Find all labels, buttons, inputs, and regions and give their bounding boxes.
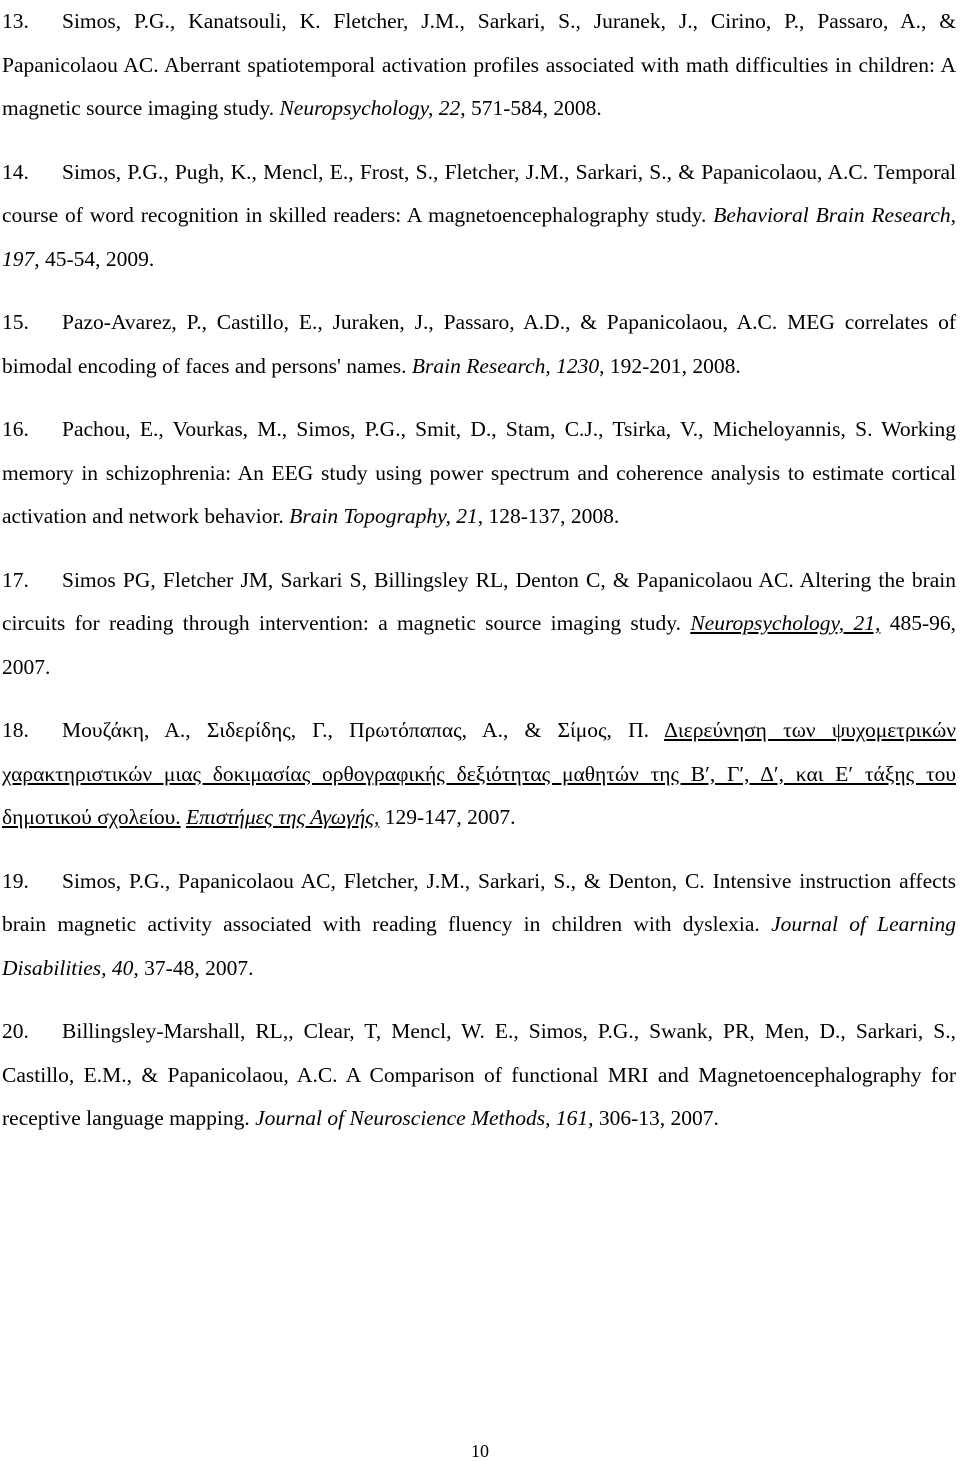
reference-details: 129-147, 2007. bbox=[379, 805, 516, 829]
reference-title: Διερεύνηση των ψυχομετρικών χαρακτηριστικών μιας δοκιμασίας ορθογραφικής δεξιότητας μαθητών της Β′, Γ′, Δ′, και Ε′ τάξης του δημοτικού σχολείου. bbox=[2, 718, 956, 829]
reference-journal: Neuropsychology, 21, bbox=[690, 611, 881, 635]
reference-number: 18. bbox=[2, 718, 29, 742]
reference-item bbox=[2, 709, 956, 840]
reference-number: 17. bbox=[2, 567, 29, 592]
reference-authors: Simos PG, Fletcher JM, Sarkari S, Billingsley RL, Denton C, & Papanicolaou AC. bbox=[62, 567, 794, 592]
reference-journal: Neuropsychology, 22 bbox=[279, 96, 461, 120]
reference-journal: Επιστήμες της Αγωγής, bbox=[186, 805, 380, 829]
page-number: 10 bbox=[471, 1441, 489, 1461]
reference-number: 14. bbox=[2, 159, 29, 184]
reference-number: 15. bbox=[2, 310, 29, 334]
reference-item bbox=[2, 0, 956, 131]
reference-details: 37-48, 2007. bbox=[138, 955, 254, 980]
reference-details: , 128-137, 2008. bbox=[477, 504, 620, 528]
reference-details: 192-201, 2008. bbox=[604, 353, 741, 378]
reference-number: 13. bbox=[2, 9, 29, 33]
reference-item bbox=[2, 860, 956, 991]
reference-details: 485-96, 2007. bbox=[2, 611, 956, 679]
reference-number: 20. bbox=[2, 1019, 29, 1043]
reference-authors: Pazo-Avarez, P., Castillo, E., Juraken, J., Passaro, A.D., & Papanicolaou, A.C. bbox=[62, 310, 778, 334]
reference-title: Working memory in schizophrenia: An EEG study using power spectrum and coherence analysis to estimate cortical activation and network behavior. bbox=[2, 417, 956, 528]
reference-journal: Journal of Learning Disabilities, 40, bbox=[2, 912, 956, 980]
reference-title: Altering the brain circuits for reading through intervention: a magnetic source imaging study. bbox=[2, 567, 956, 635]
reference-item bbox=[2, 1010, 956, 1141]
reference-title: A Comparison of functional MRI and Magnetoencephalography for receptive language mapping. bbox=[2, 1062, 957, 1130]
reference-authors: Simos, P.G., Papanicolaou AC, Fletcher, J.M., Sarkari, S., & Denton, C. bbox=[62, 868, 705, 893]
reference-item bbox=[2, 151, 956, 282]
reference-journal: Behavioral Brain Research, 197, bbox=[2, 203, 956, 271]
reference-details: , 571-584, 2008. bbox=[460, 96, 602, 120]
reference-number: 19. bbox=[2, 868, 29, 893]
reference-list bbox=[2, 0, 956, 1161]
reference-number: 16. bbox=[2, 417, 29, 441]
reference-item bbox=[2, 301, 956, 388]
reference-item bbox=[2, 559, 956, 690]
reference-details: 306-13, 2007. bbox=[593, 1106, 719, 1130]
reference-title: Aberrant spatiotemporal activation profiles associated with math difficulties in children: A magnetic source imaging study. bbox=[2, 52, 956, 120]
reference-authors: Simos, P.G., Kanatsouli, K. Fletcher, J.M., Sarkari, S., Juranek, J., Cirino, P., Passaro, A., & Papanicolaou AC. bbox=[2, 9, 956, 77]
reference-title: MEG correlates of bimodal encoding of faces and persons' names. bbox=[2, 310, 956, 378]
reference-journal: Brain Research, 1230, bbox=[411, 353, 605, 378]
reference-authors: Μουζάκη, Α., Σιδερίδης, Γ., Πρωτόπαπας, Α., & Σίμος, Π. bbox=[62, 718, 650, 742]
reference-authors: Billingsley-Marshall, RL,, Clear, T, Mencl, W. E., Simos, P.G., Swank, PR, Men, D., Sarkari, S., Castillo, E.M., & Papanicolaou, A.C. bbox=[2, 1019, 956, 1087]
reference-journal: Journal of Neuroscience Methods, 161, bbox=[255, 1106, 594, 1130]
reference-title: Temporal course of word recognition in skilled readers: A magnetoencephalography study. bbox=[2, 159, 956, 227]
reference-journal: Brain Topography, 21 bbox=[289, 504, 478, 528]
reference-details: 45-54, 2009. bbox=[39, 246, 155, 271]
reference-authors: Pachou, E., Vourkas, M., Simos, P.G., Smit, D., Stam, C.J., Tsirka, V., Micheloyannis, S. bbox=[62, 417, 873, 441]
reference-item bbox=[2, 408, 956, 539]
reference-authors: Simos, P.G., Pugh, K., Mencl, E., Frost, S., Fletcher, J.M., Sarkari, S., & Papanicolaou, A.C. bbox=[62, 159, 869, 184]
reference-title: Intensive instruction affects brain magnetic activity associated with reading fluency in children with dyslexia. bbox=[2, 868, 956, 936]
